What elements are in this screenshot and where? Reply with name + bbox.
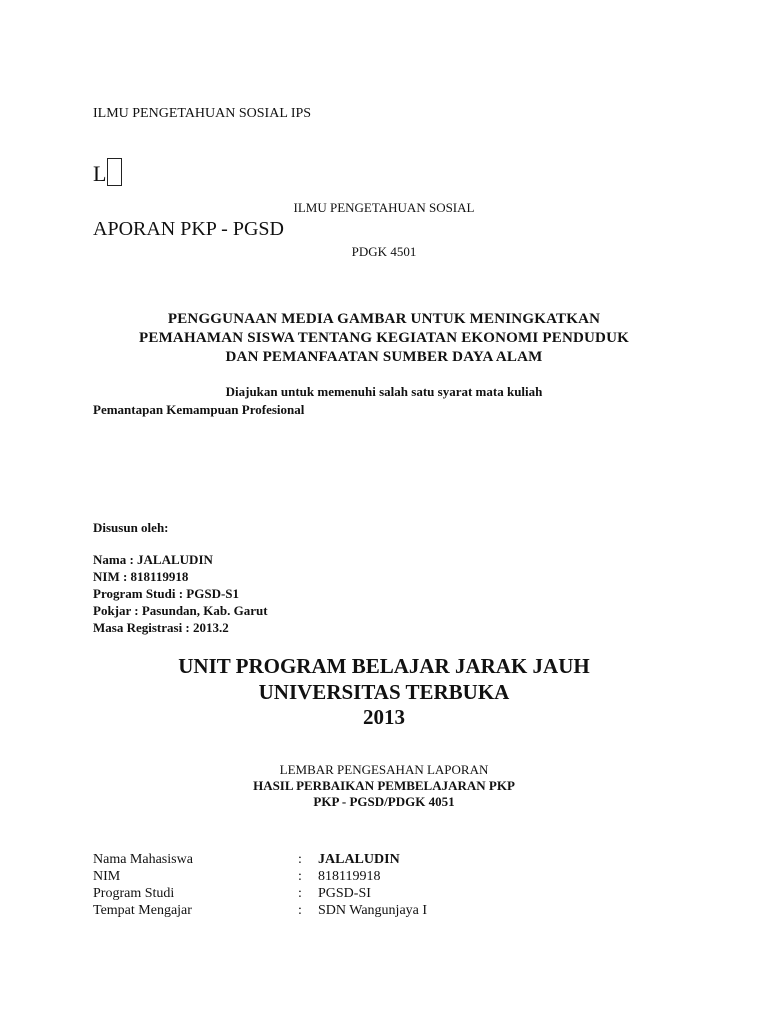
author-heading: Disusun oleh: — [93, 520, 169, 535]
field-separator: : — [298, 852, 302, 867]
field-label-tempat-mengajar: Tempat Mengajar — [93, 903, 192, 918]
subject-top: ILMU PENGETAHUAN SOSIAL IPS — [93, 106, 312, 121]
author-line: Program Studi : PGSD-S1 — [93, 586, 240, 601]
research-title-line: DAN PEMANFAATAN SUMBER DAYA ALAM — [225, 349, 543, 365]
field-value-tempat-mengajar: SDN Wangunjaya I — [318, 903, 428, 918]
field-separator: : — [298, 869, 302, 884]
field-label-program-studi: Program Studi — [93, 886, 175, 901]
report-title: APORAN PKP - PGSD — [93, 218, 284, 240]
drop-letter — [93, 158, 122, 187]
author-line: NIM : 818119918 — [93, 569, 189, 584]
submission-line-1: Diajukan untuk memenuhi salah satu syarat mata kuliah — [225, 384, 543, 399]
research-title-line: PEMAHAMAN SISWA TENTANG KEGIATAN EKONOMI PENDUDUK — [139, 330, 629, 346]
research-title-line: PENGGUNAAN MEDIA GAMBAR UNTUK MENINGKATKAN — [167, 311, 601, 327]
field-value-nim: 818119918 — [318, 869, 381, 884]
field-separator: : — [298, 886, 302, 901]
field-separator: : — [298, 903, 302, 918]
institution-line-1: UNIT PROGRAM BELAJAR JARAK JAUH — [178, 654, 590, 678]
field-label-nim: NIM — [93, 869, 121, 884]
drop-letter-text: L — [93, 161, 107, 186]
missing-glyph-box — [107, 158, 122, 186]
approval-title-line: HASIL PERBAIKAN PEMBELAJARAN PKP — [253, 778, 515, 793]
field-value-program-studi: PGSD-SI — [318, 886, 371, 901]
approval-title-line: LEMBAR PENGESAHAN LAPORAN — [279, 762, 489, 777]
subject-center: ILMU PENGETAHUAN SOSIAL — [293, 200, 475, 215]
submission-line-2: Pemantapan Kemampuan Profesional — [93, 402, 305, 417]
course-code: PDGK 4501 — [351, 244, 417, 259]
institution-year: 2013 — [363, 705, 405, 729]
approval-title-line: PKP - PGSD/PDGK 4051 — [313, 794, 455, 809]
author-line: Nama : JALALUDIN — [93, 552, 213, 567]
institution-line-2: UNIVERSITAS TERBUKA — [258, 680, 510, 704]
field-value-nama: JALALUDIN — [318, 852, 400, 867]
author-line: Pokjar : Pasundan, Kab. Garut — [93, 603, 268, 618]
author-line: Masa Registrasi : 2013.2 — [93, 620, 229, 635]
field-label-nama: Nama Mahasiswa — [93, 852, 193, 867]
